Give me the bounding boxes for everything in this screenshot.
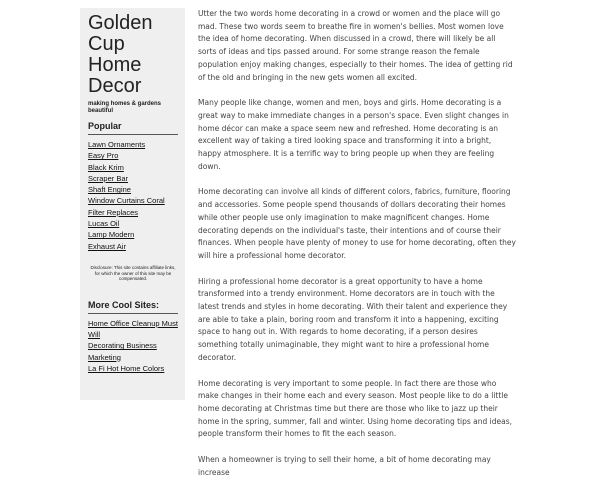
article-paragraph: Utter the two words home decorating in a crowd or women and the place will go mad. These two words seem to breathe fire in women's bellies. Most women love the idea of home decorating. When discussed in a crowd, there will likely be all sorts of ideas and tips passed around. For some strange reason the female population enjoy making changes, especially to their homes. The idea of getting rid of the old and bringing in the new gets women all excited.	[198, 9, 513, 82]
popular-link-easy-pro[interactable]: Easy Pro	[88, 151, 119, 161]
site-tagline: making homes & gardens beautiful	[88, 101, 162, 114]
popular-link-filter-replaces[interactable]: Filter Replaces	[88, 207, 139, 217]
list-item	[88, 206, 178, 217]
site-title[interactable]: Golden Cup Home Decor	[88, 12, 153, 97]
article-body	[198, 8, 516, 493]
list-item	[88, 228, 178, 239]
more-sites-list	[88, 317, 178, 373]
popular-links-list	[88, 138, 178, 251]
article-paragraph: Hiring a professional home decorator is a great opportunity to have a home transformed into a trendy environment. Home decorators are in touch with the latest trends and styles in home decorating. With their talent and experience they are able to take a plain, boring room and transform it into a happening, exciting space to hang out in. With regards to home decorating, if a person desires something totally unimaginable, they might want to hire a professional home decorator.	[198, 276, 508, 362]
list-item	[88, 217, 178, 228]
more-cool-sites-heading: More Cool Sites:	[88, 300, 178, 314]
popular-link-scraper-bar[interactable]: Scraper Bar	[88, 173, 129, 183]
more-link-decorating-business[interactable]: Decorating Business Marketing	[88, 341, 157, 362]
list-item	[88, 138, 178, 149]
list-item	[88, 194, 178, 205]
popular-link-lucas-oil[interactable]: Lucas Oil	[88, 219, 120, 229]
list-item	[88, 317, 178, 340]
popular-link-exhaust-air[interactable]: Exhaust Air	[88, 241, 126, 251]
popular-link-lamp-modern[interactable]: Lamp Modern	[88, 230, 135, 240]
more-link-home-office-cleanup[interactable]: Home Office Cleanup Must Will	[88, 318, 178, 340]
article-paragraph: Home decorating is very important to some people. In fact there are those who make changes in their home each and every season. Most people like to do a little home decorating at Christmas time but there are those who like to jazz up their home in the spring, summer, fall and winter. Using home decorating tips and ideas, people transform their homes to fit the each season.	[198, 378, 513, 439]
affiliate-disclosure: Disclosure: This site contains affiliate links, for which the owner of this site may be compensated.	[90, 264, 176, 282]
list-item	[88, 240, 178, 251]
more-link-la-fi-hot-home-colors[interactable]: La Fi Hot Home Colors	[88, 363, 165, 373]
sidebar	[80, 8, 185, 400]
popular-link-black-krim[interactable]: Black Krim	[88, 162, 124, 172]
list-item	[88, 161, 178, 172]
popular-link-lawn-ornaments[interactable]: Lawn Ornaments	[88, 140, 146, 149]
article-paragraph: Home decorating can involve all kinds of different colors, fabrics, furniture, flooring and accessories. Some people spend thousands of dollars decorating their homes while other people use only imagination to make magnificent changes. Home decorating depends on the individual's taste, their intentions and of course their finances. When people have plenty of money to use for home decorating, often they will hire a professional home decorator.	[198, 187, 516, 260]
list-item	[88, 339, 178, 362]
popular-heading: Popular	[88, 121, 178, 135]
popular-link-shaft-engine[interactable]: Shaft Engine	[88, 185, 131, 195]
article-paragraph: Many people like change, women and men, boys and girls. Home decorating is a great way to make immediate changes in a person's space. Even slight changes in home décor can make a space seem new and refreshed. Home decorating is an excellent way of taking a tired looking space and transforming it into a bright, happy atmosphere. It is a terrific way to bring people up when they are feeling down.	[198, 98, 509, 171]
list-item	[88, 172, 178, 183]
article-paragraph: When a homeowner is trying to sell their home, a bit of home decorating may increase	[198, 455, 491, 477]
list-item	[88, 183, 178, 194]
list-item	[88, 149, 178, 160]
list-item	[88, 362, 178, 373]
popular-link-window-curtains-coral[interactable]: Window Curtains Coral	[88, 196, 165, 206]
